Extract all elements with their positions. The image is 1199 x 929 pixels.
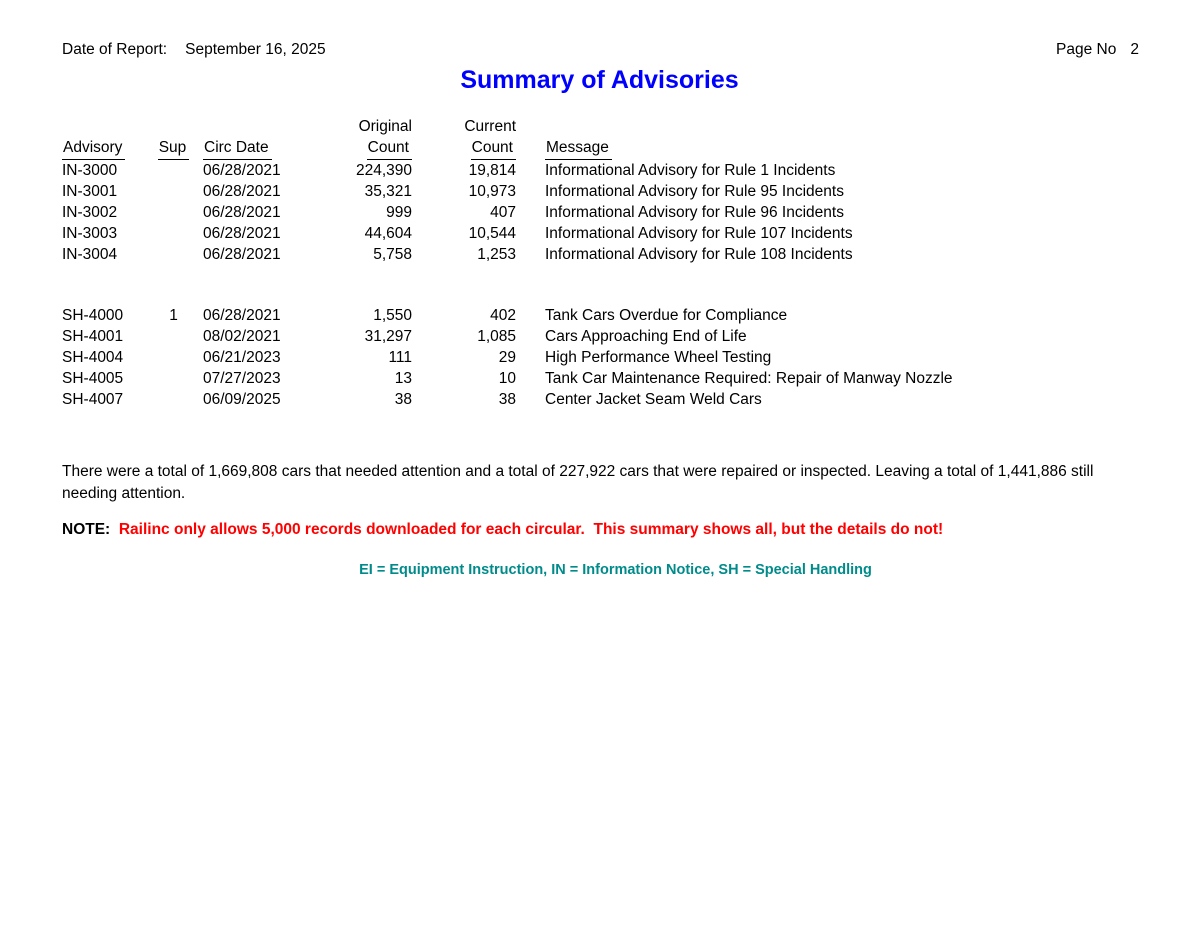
cell-original-count: 13 <box>394 370 412 387</box>
header-message <box>516 137 953 160</box>
cell-current-count: 10,973 <box>468 183 516 200</box>
header-current-count-text: Count <box>471 137 516 160</box>
cell-current-count: 407 <box>490 204 516 221</box>
cell-sup <box>150 202 197 223</box>
cell-message: Tank Cars Overdue for Compliance <box>545 307 788 324</box>
report-date-group <box>62 41 326 59</box>
table-header-row-top <box>62 116 953 137</box>
table-row <box>62 244 953 265</box>
cell-original-count: 111 <box>388 349 412 366</box>
table-row <box>62 347 953 368</box>
cell-original-count: 38 <box>394 391 412 408</box>
cell-sup <box>150 160 197 181</box>
cell-circ-date: 06/28/2021 <box>203 162 281 179</box>
cell-current-count: 10 <box>498 370 516 387</box>
cell-original-count: 5,758 <box>373 246 412 263</box>
header-sup <box>150 137 197 160</box>
group-separator-cell <box>62 265 953 305</box>
header-current-count <box>412 137 516 160</box>
cell-current-count: 10,544 <box>468 225 516 242</box>
cell-message: Informational Advisory for Rule 96 Incidents <box>545 204 844 221</box>
cell-advisory: IN-3003 <box>62 225 118 242</box>
cell-sup <box>150 244 197 265</box>
table-row <box>62 389 953 410</box>
cell-original-count: 31,297 <box>364 328 412 345</box>
page-title: Summary of Advisories <box>460 66 739 94</box>
cell-current-count: 402 <box>490 307 516 324</box>
cell-original-count: 35,321 <box>364 183 412 200</box>
cell-current-count: 1,253 <box>477 246 516 263</box>
cell-message: Center Jacket Seam Weld Cars <box>545 391 762 408</box>
header-circ-date-text: Circ Date <box>203 137 272 160</box>
header-original-count <box>308 137 412 160</box>
header-spacer-advisory <box>62 116 150 137</box>
advisories-table <box>62 116 953 410</box>
report-header <box>62 41 1139 59</box>
cell-sup <box>150 389 197 410</box>
cell-message: High Performance Wheel Testing <box>545 349 772 366</box>
cell-circ-date: 06/28/2021 <box>203 246 281 263</box>
cell-advisory: SH-4005 <box>62 370 124 387</box>
cell-circ-date: 07/27/2023 <box>203 370 281 387</box>
page-no-label: Page No <box>1056 41 1117 58</box>
header-spacer-circ-date <box>197 116 308 137</box>
cell-original-count: 999 <box>386 204 412 221</box>
table-row <box>62 368 953 389</box>
legend-line <box>0 562 1199 578</box>
table-row <box>62 223 953 244</box>
cell-sup <box>150 326 197 347</box>
header-advisory <box>62 137 150 160</box>
table-header-row <box>62 137 953 160</box>
group-separator <box>62 265 953 305</box>
cell-circ-date: 06/28/2021 <box>203 307 281 324</box>
date-of-report-label: Date of Report: <box>62 41 168 58</box>
header-original-top: Original <box>358 118 412 135</box>
page-number-group <box>1056 41 1139 59</box>
header-spacer-message <box>516 116 953 137</box>
cell-message: Informational Advisory for Rule 108 Incidents <box>545 246 853 263</box>
cell-original-count: 224,390 <box>355 162 412 179</box>
cell-sup <box>150 347 197 368</box>
cell-message: Informational Advisory for Rule 95 Incidents <box>545 183 844 200</box>
cell-sup <box>150 223 197 244</box>
cell-circ-date: 06/28/2021 <box>203 204 281 221</box>
header-original-count-text: Count <box>367 137 412 160</box>
cell-message: Informational Advisory for Rule 1 Incidents <box>545 162 836 179</box>
cell-sup: 1 <box>169 307 178 324</box>
table-row <box>62 326 953 347</box>
cell-message: Tank Car Maintenance Required: Repair of Manway Nozzle <box>545 370 953 387</box>
header-current-top: Current <box>464 118 516 135</box>
header-advisory-text: Advisory <box>62 137 125 160</box>
header-circ-date <box>197 137 308 160</box>
cell-sup <box>150 181 197 202</box>
header-sup-text: Sup <box>158 137 190 160</box>
note-line <box>62 521 943 539</box>
header-spacer-sup <box>150 116 197 137</box>
cell-current-count: 1,085 <box>477 328 516 345</box>
cell-sup <box>150 368 197 389</box>
cell-circ-date: 06/21/2023 <box>203 349 281 366</box>
cell-advisory: SH-4000 <box>62 307 124 324</box>
cell-circ-date: 06/09/2025 <box>203 391 281 408</box>
cell-current-count: 38 <box>498 391 516 408</box>
header-message-text: Message <box>545 137 612 160</box>
table-row <box>62 181 953 202</box>
summary-paragraph: There were a total of 1,669,808 cars that needed attention and a total of 227,922 cars that were repaired or inspected. Leaving a total of 1,441,886 still needing attention. <box>62 463 1094 502</box>
note-prefix: NOTE: <box>62 521 119 538</box>
cell-circ-date: 06/28/2021 <box>203 183 281 200</box>
cell-original-count: 44,604 <box>364 225 412 242</box>
cell-circ-date: 06/28/2021 <box>203 225 281 242</box>
cell-message: Informational Advisory for Rule 107 Incidents <box>545 225 853 242</box>
table-row <box>62 305 953 326</box>
date-of-report-value: September 16, 2025 <box>185 41 326 58</box>
page-no-value: 2 <box>1130 41 1139 58</box>
cell-advisory: IN-3002 <box>62 204 118 221</box>
cell-current-count: 29 <box>498 349 516 366</box>
cell-advisory: SH-4007 <box>62 391 124 408</box>
table-row <box>62 160 953 181</box>
cell-advisory: IN-3004 <box>62 246 118 263</box>
note-body: Railinc only allows 5,000 records downloaded for each circular. This summary shows all, but the details do not! <box>118 521 944 538</box>
cell-message: Cars Approaching End of Life <box>545 328 747 345</box>
cell-advisory: IN-3001 <box>62 183 118 200</box>
advisories-table-head <box>62 116 953 160</box>
cell-circ-date: 08/02/2021 <box>203 328 281 345</box>
cell-current-count: 19,814 <box>468 162 516 179</box>
advisories-table-body <box>62 160 953 410</box>
table-row <box>62 202 953 223</box>
cell-original-count: 1,550 <box>373 307 412 324</box>
cell-advisory: IN-3000 <box>62 162 118 179</box>
cell-advisory: SH-4001 <box>62 328 124 345</box>
cell-advisory: SH-4004 <box>62 349 124 366</box>
legend-text: EI = Equipment Instruction, IN = Information Notice, SH = Special Handling <box>359 562 872 578</box>
